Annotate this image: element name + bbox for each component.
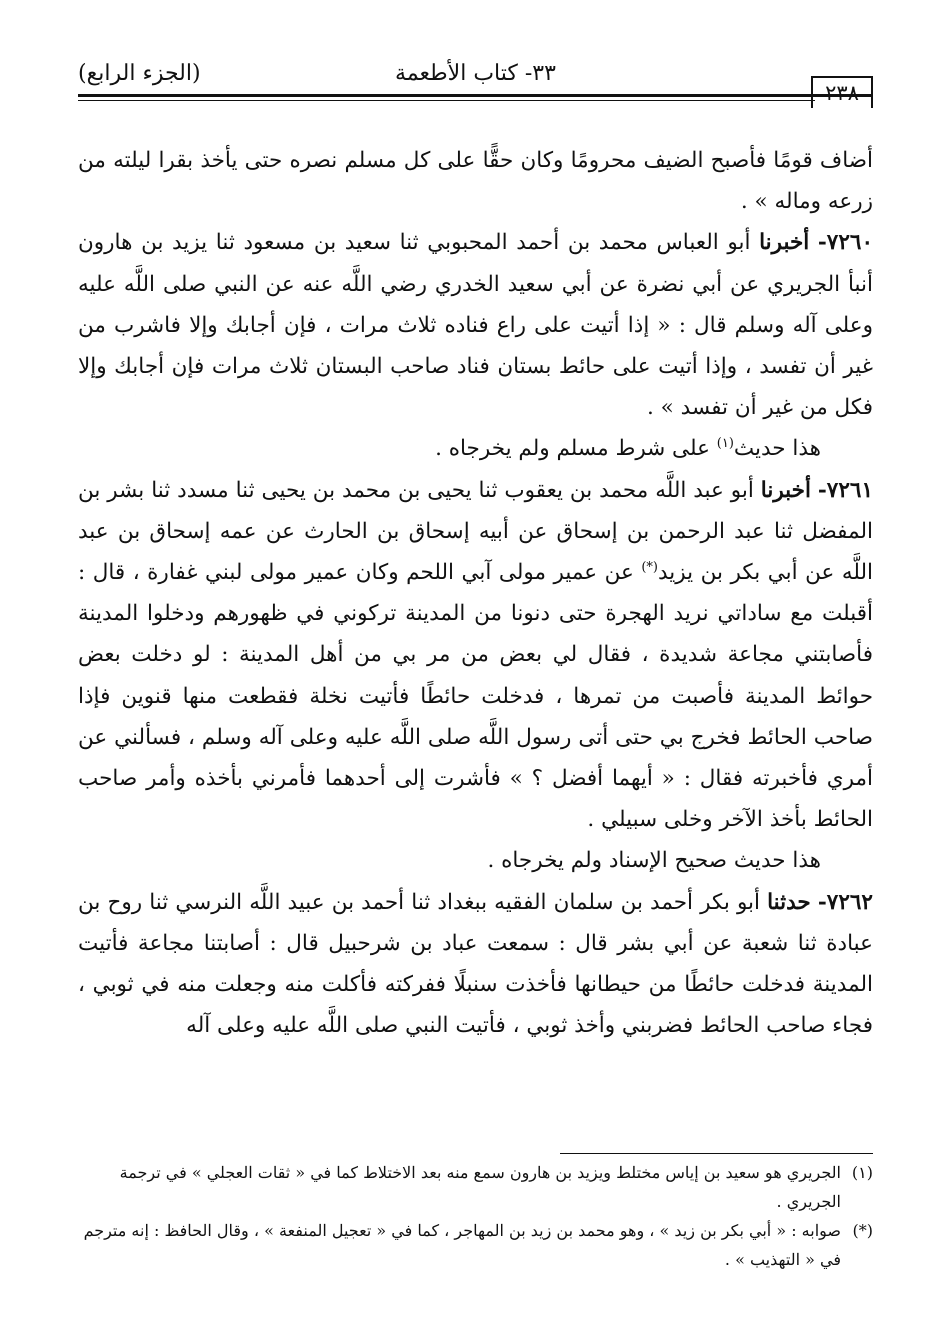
hadith-keyword: حدثنا: [767, 889, 811, 915]
grading-note: هذا حديث صحيح الإسناد ولم يخرجاه .: [487, 848, 821, 874]
page-number: ٢٣٨: [811, 76, 873, 108]
hadith-number: ٧٢٦٢-: [817, 889, 873, 915]
header-rule: [78, 94, 873, 97]
hadith-keyword: أخبرنا: [759, 230, 810, 256]
hadith-7261: ٧٢٦١- أخبرنا أبو عبد اللَّه محمد بن يعقوب ثنا يحيى بن محمد بن يحيى ثنا مسدد ثنا بشر بن المفضل ثنا عبد الرحمن بن إسحاق عن أبيه إسحاق بن الحارث عن عمه إسحاق بن عبد اللَّه عن أبي بكر بن يزيد(*) عن عمير مولى آبي اللحم وكان عمير مولى لبني غفارة ، قال : أقبلت مع ساداتي نريد الهجرة حتى دنونا من المدينة تركوني في ظهورهم ودخلوا المدينة فأصابتني مجاعة شديدة ، فقال لي بعض من مر بي من أهل المدينة : لو دخلت بعض حوائط المدينة فأصبت من تمرها ، فدخلت حائطًا فأتيت نخلة فقطعت منها قنوين فإذا صاحب الحائط فخرج بي حتى أتى رسول اللَّه صلى اللَّه عليه وعلى آله وسلم ، فسألني عن أمري فأخبرته فقال : « أيهما أفضل ؟ » فأشرت إلى أحدهما فأمرني بأخذه وأمر صاحب الحائط بأخذ الآخر وخلى سبيلي .: [78, 477, 873, 833]
footnote: [78, 1158, 873, 1216]
footnote-ref: (*): [641, 559, 658, 575]
header-rule-thin: [78, 100, 815, 101]
hadith-keyword: أخبرنا: [760, 477, 811, 503]
footnotes: [78, 1158, 873, 1274]
main-text: [78, 140, 873, 1046]
hadith-text: أبو بكر أحمد بن سلمان الفقيه ببغداد ثنا أحمد بن عبيد اللَّه النرسي ثنا روح بن عبادة ثنا شعبة عن أبي بشر قال : سمعت عباد بن شرحبيل قال : أصابتنا مجاعة فأتيت المدينة فدخلت حائطًا من حيطانها فأخذت سنبلًا ففركته فأكلت منه وجعلت منه في ثوبي ، فجاء صاحب الحائط فضربني وأخذ ثوبي ، فأتيت النبي صلى اللَّه عليه وعلى آله: [78, 889, 873, 1039]
chapter-title: ٣٣- كتاب الأطعمة: [395, 61, 556, 86]
hadith-number: ٧٢٦٠-: [817, 230, 873, 256]
footnote-ref: (١): [716, 436, 734, 452]
footnote: [78, 1216, 873, 1274]
volume-title: (الجزء الرابع): [78, 61, 201, 86]
footnote-divider: [560, 1153, 873, 1154]
hadith-7260: [78, 222, 873, 428]
hadith-text: أبو عبد اللَّه محمد بن يعقوب ثنا يحيى بن محمد بن يحيى ثنا مسدد ثنا بشر بن المفضل ثنا عبد الرحمن بن إسحاق عن أبيه إسحاق بن الحارث عن عمه إسحاق بن عبد اللَّه عن أبي بكر بن يزيد: [78, 477, 873, 586]
footnote-text: الجريري هو سعيد بن إياس مختلط ويزيد بن هارون سمع منه بعد الاختلاط كما في « ثقات العجلي » في ترجمة الجريري .: [119, 1163, 841, 1211]
footnote-text: صوابه : « أبي بكر بن زيد » ، وهو محمد بن زيد بن المهاجر ، كما في « تعجيل المنفعة » ، وقال الحافظ : إنه مترجم في « التهذيب » .: [83, 1221, 841, 1269]
footnote-mark: (*): [852, 1221, 873, 1240]
hadith-text: أبو العباس محمد بن أحمد المحبوبي ثنا سعيد بن مسعود ثنا يزيد بن هارون أنبأ الجريري عن أبي نضرة عن أبي سعيد الخدري رضي اللَّه عنه عن النبي صلى اللَّه عليه وعلى آله وسلم قال : « إذا أتيت على راع فناده ثلاث مرات ، فإن أجابك وإلا فاشرب من غير أن تفسد ، وإذا أتيت على حائط بستان فناد صاحب البستان ثلاث مرات فإن أجابك وإلا فكل من غير أن تفسد » .: [78, 230, 873, 421]
footnote-mark: (١): [851, 1163, 873, 1182]
hadith-7262: [78, 882, 873, 1047]
paragraph: أضاف قومًا فأصبح الضيف محرومًا وكان حقًّا على كل مسلم نصره حتى يأخذ بقرا ليلته من زرعه وماله » .: [78, 148, 873, 215]
hadith-number: ٧٢٦١-: [817, 477, 873, 503]
grading-note: هذا حديث$^{(١)}$ على شرط مسلم ولم يخرجاه .: [435, 436, 821, 462]
